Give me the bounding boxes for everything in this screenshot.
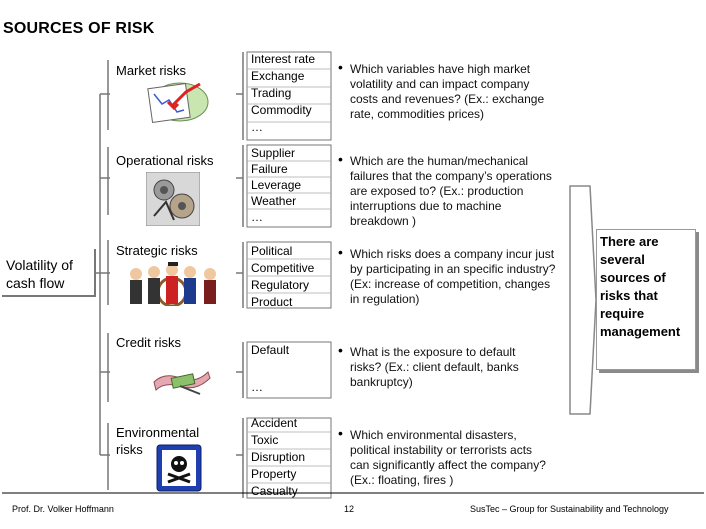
sub-item: Default <box>251 343 290 357</box>
sub-item: Casualty <box>251 484 298 498</box>
sub-item: Failure <box>251 162 288 176</box>
strategic-people-image <box>124 262 228 306</box>
bullet-environmental: Which environmental disasters, political instability or terrorists acts can significantly affect the company? (Ex.: floating, fires ) <box>350 428 546 487</box>
sub-item: … <box>251 210 263 224</box>
bullet-marker: • <box>338 59 343 75</box>
sub-item: … <box>251 120 263 134</box>
category-strategic: Strategic risks <box>116 243 198 258</box>
volatility-box <box>2 249 96 297</box>
bullet-strategic: Which risks does a company incur just by participating in an specific industry? (Ex: increase of competition, changes in regulation) <box>350 247 556 306</box>
conclusion-box <box>596 229 696 370</box>
category-credit: Credit risks <box>116 335 182 350</box>
bullet-marker: • <box>338 244 343 260</box>
sub-item: Exchange <box>251 69 305 83</box>
sub-item: Disruption <box>251 450 306 464</box>
footer-page-number: 12 <box>344 504 355 514</box>
footer-author: Prof. Dr. Volker Hoffmann <box>12 504 114 514</box>
category-market: Market risks <box>116 63 187 78</box>
category-environmental: Environmental risks <box>116 425 200 457</box>
environmental-skull-image <box>156 444 202 492</box>
bullet-credit: What is the exposure to default risks? (Ex.: client default, banks bankruptcy) <box>350 345 519 389</box>
sub-item: Accident <box>251 416 298 430</box>
sub-item: Leverage <box>251 178 302 192</box>
sub-item: Political <box>251 244 293 258</box>
sub-item: … <box>251 380 263 394</box>
bullet-operational: Which are the human/mechanical failures that the company’s operations are exposed to? (Ex.: production interruptions due to machine breakdown ) <box>350 154 552 228</box>
category-operational: Operational risks <box>116 153 214 168</box>
sub-item: Product <box>251 295 293 309</box>
bullet-marker: • <box>338 151 343 167</box>
sub-item: Toxic <box>251 433 279 447</box>
bullet-marker: • <box>338 425 343 441</box>
volatility-label: Volatility of cash flow <box>6 257 73 291</box>
sub-item: Trading <box>251 86 292 100</box>
sub-list-market <box>248 51 330 136</box>
credit-money-image <box>150 364 212 398</box>
sub-item: Weather <box>251 194 297 208</box>
sub-item: Regulatory <box>251 278 310 292</box>
footer-organization: SusTec – Group for Sustainability and Technology <box>470 504 669 514</box>
sub-item: Property <box>251 467 297 481</box>
sub-list-operational <box>248 145 330 225</box>
market-chart-image <box>142 80 212 126</box>
sub-list-environmental <box>248 415 330 500</box>
sub-item: Interest rate <box>251 52 316 66</box>
sub-item: Supplier <box>251 146 296 160</box>
operational-gears-image <box>146 172 200 226</box>
bullet-market: Which variables have high market volatility and can impact company costs and revenues? (Ex.: exchange rate, commodities prices) <box>350 62 545 121</box>
sub-item: Competitive <box>251 261 315 275</box>
sub-list-credit <box>248 342 330 396</box>
sub-list-strategic <box>248 243 330 311</box>
sub-item: Commodity <box>251 103 312 117</box>
conclusion-text: There are several sources of risks that require management <box>600 234 681 339</box>
arrow-shape <box>570 186 596 414</box>
page-title: SOURCES OF RISK <box>3 20 155 37</box>
bullet-marker: • <box>338 342 343 358</box>
